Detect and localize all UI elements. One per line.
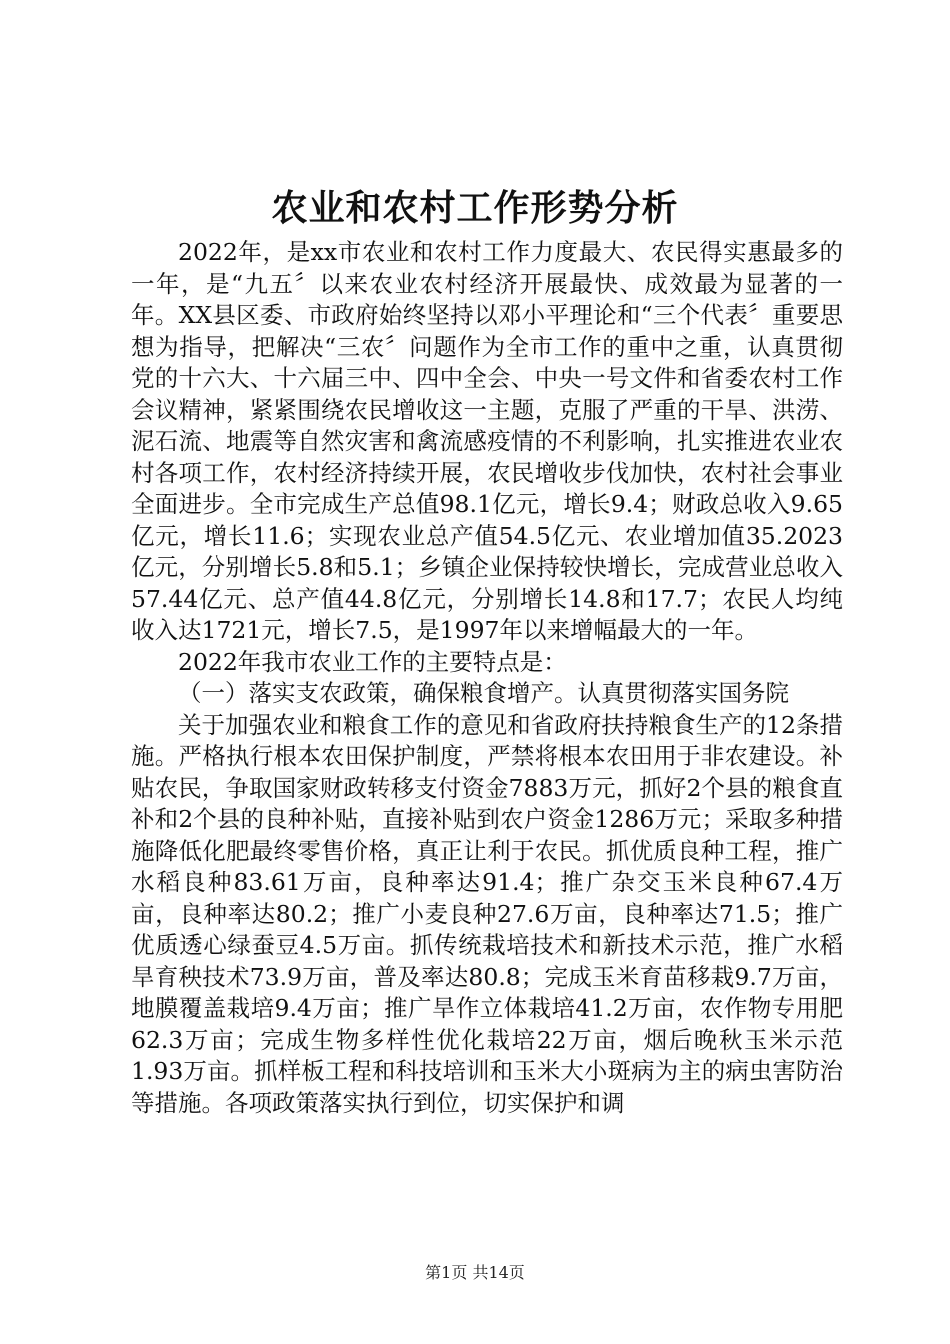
paragraph-section-one-body: 关于加强农业和粮食工作的意见和省政府扶持粮食生产的12条措施。严格执行根本农田保护制度，严禁将根本农田用于非农建设。补贴农民，争取国家财政转移支付资金7883万元，抓好2个县的粮食直补和2个县的良种补贴，直接补贴到农户资金1286万元；采取多种措施降低化肥最终零售价格，真正让利于农民。抓优质良种工程，推广水稻良种83.61万亩，良种率达91.4；推广杂交玉米良种67.4万亩，良种率达80.2；推广小麦良种27.6万亩，良种率达71.5；推广优质透心绿蚕豆4.5万亩。抓传统栽培技术和新技术示范，推广水稻旱育秧技术73.9万亩，普及率达80.8；完成玉米育苗移栽9.7万亩，地膜覆盖栽培9.4万亩；推广旱作立体栽培41.2万亩，农作物专用肥62.3万亩；完成生物多样性优化栽培22万亩，烟后晚秋玉米示范1.93万亩。抓样板工程和科技培训和玉米大小斑病为主的病虫害防治等措施。各项政策落实执行到位，切实保护和调 — [131, 710, 843, 1117]
page-number: 第1页 共14页 — [425, 1263, 525, 1282]
document-title: 农业和农村工作形势分析 — [271, 187, 679, 229]
paragraph-intro: 2022年，是xx市农业和农村工作力度最大、农民得实惠最多的一年，是“九五〞以来农业农村经济开展最快、成效最为显著的一年。XX县区委、市政府始终坚持以邓小平理论和“三个代表〞重要思想为指导，把解决“三农〞问题作为全市工作的重中之重，认真贯彻党的十六大、十六届三中、四中全会、中央一号文件和省委农村工作会议精神，紧紧围绕农民增收这一主题，克服了严重的干旱、洪涝、泥石流、地震等自然灾害和禽流感疫情的不利影响，扎实推进农业农村各项工作，农村经济持续开展，农民增收步伐加快，农村社会事业全面进步。全市完成生产总值98.1亿元，增长9.4；财政总收入9.65亿元，增长11.6；实现农业总产值54.5亿元、农业增加值35.2023亿元，分别增长5.8和5.1；乡镇企业保持较快增长，完成营业总收入57.44亿元、总产值44.8亿元，分别增长14.8和17.7；农民人均纯收入达1721元，增长7.5，是1997年以来增幅最大的一年。 — [131, 238, 843, 644]
document-body — [131, 237, 843, 1119]
paragraph-section-one-heading: （一）落实支农政策，确保粮食增产。认真贯彻落实国务院 — [178, 679, 789, 707]
paragraph-features-heading: 2022年我市农业工作的主要特点是： — [178, 647, 567, 676]
